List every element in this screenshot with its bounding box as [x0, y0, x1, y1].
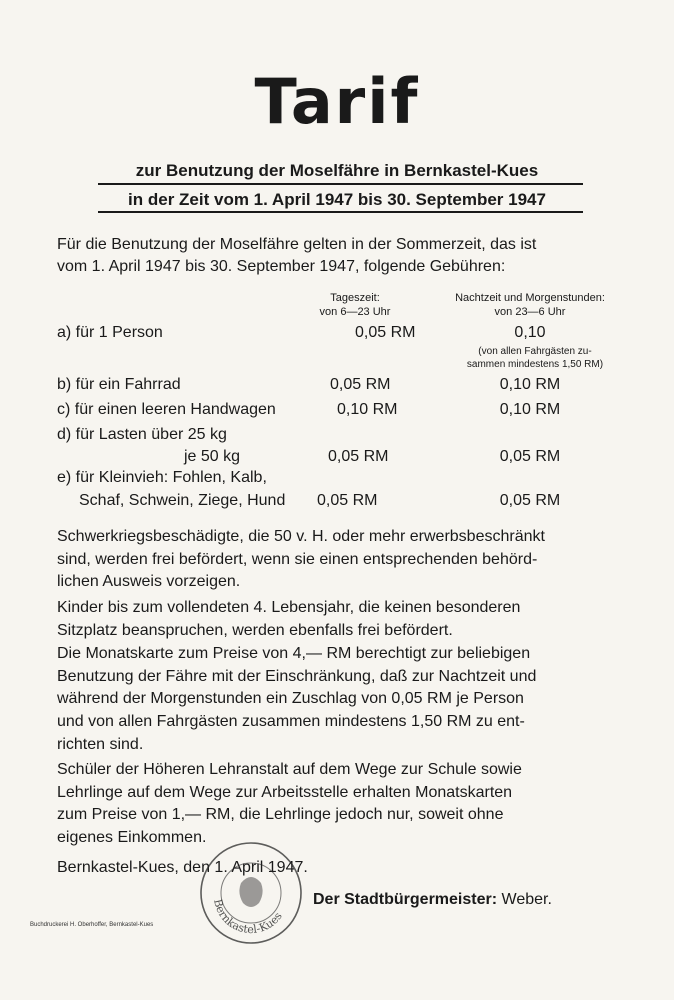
intro-paragraph: [57, 234, 536, 278]
paragraph-children: Kinder bis zum vollendeten 4. Lebensjahr, die keinen besonderen Sitzplatz beanspruchen, werden ebenfalls frei befördert.: [57, 599, 521, 639]
column-header-day: Tageszeit: von 6—23 Uhr: [319, 292, 391, 318]
fee-row-day-value: 0,05 RM: [330, 376, 391, 393]
person-night-note: (von allen Fahrgästen zu- sammen mindestens 1,50 RM): [466, 346, 604, 370]
date-line: Bernkastel-Kues, den 1. April 1947.: [57, 859, 308, 876]
subtitle-line-2: in der Zeit vom 1. April 1947 bis 30. September 1947: [128, 190, 546, 209]
fee-row-night-value: 0,10 RM: [499, 401, 561, 418]
subtitle-underline-1: [98, 183, 583, 185]
printer-imprint: Buchdruckerei H. Oberhoffer, Bernkastel-Kues: [30, 922, 154, 928]
paragraph-monthly-ticket: Die Monatskarte zum Preise von 4,— RM berechtigt zur beliebigen Benutzung der Fähre mit der Einschränkung, daß zur Nachtzeit und während der Morgenstunden ein Zuschlag von 0,05 RM je Person und von allen Fahrgästen zusammen mindestens 1,50 RM zu ent- richten sind.: [57, 645, 537, 753]
subtitle-underline-2: [98, 211, 583, 213]
paragraph-students: Schüler der Höheren Lehranstalt auf dem Wege zur Schule sowie Lehrlinge auf dem Wege zur Arbeitsstelle erhalten Monatskarten zum Preise von 1,— RM, die Lehrlinge jedoch nur, soweit ohne eigenes Einkommen.: [57, 761, 522, 847]
fee-row-label: b) für ein Fahrrad: [57, 376, 181, 393]
fee-row-day-value: 0,05 RM: [355, 324, 416, 341]
fee-row-day-value: 0,05 RM: [328, 448, 389, 465]
fee-row-label: e) für Kleinvieh: Fohlen, Kalb,: [57, 469, 267, 486]
fee-row-night-value: 0,10 RM: [499, 376, 561, 393]
fee-row-label: d) für Lasten über 25 kg: [57, 426, 227, 443]
fee-row-night-value: 0,10: [514, 324, 546, 341]
paragraph-war-disabled: Schwerkriegsbeschädigte, die 50 v. H. oder mehr erwerbsbeschränkt sind, werden frei befördert, wenn sie einen entsprechenden behörd- lichen Ausweis vorzeigen.: [57, 528, 545, 591]
fee-row-label: a) für 1 Person: [57, 324, 163, 341]
intro-line: vom 1. April 1947 bis 30. September 1947, folgende Gebühren:: [57, 258, 506, 275]
signature-block: [313, 889, 552, 911]
svg-text:Bernkastel-Kues: Bernkastel-Kues: [211, 897, 285, 937]
fee-row-label: Schaf, Schwein, Ziege, Hund: [79, 492, 286, 509]
column-header-night: Nachtzeit und Morgenstunden: von 23—6 Uhr: [455, 292, 605, 318]
signature-title: Der Stadtbürgermeister:: [313, 891, 498, 908]
page-title: Tarif: [254, 65, 420, 138]
official-stamp-icon: [196, 838, 306, 948]
fee-row-day-value: 0,05 RM: [317, 492, 378, 509]
fee-row-day-value: 0,10 RM: [337, 401, 398, 418]
fee-row-label: c) für einen leeren Handwagen: [57, 401, 276, 418]
signature-name: Weber.: [501, 891, 552, 908]
subtitle-line-1: zur Benutzung der Moselfähre in Bernkastel-Kues: [135, 161, 539, 180]
fee-row-night-value: 0,05 RM: [499, 448, 561, 465]
intro-line: Für die Benutzung der Moselfähre gelten in der Sommerzeit, das ist: [57, 236, 537, 253]
fee-row-night-value: 0,05 RM: [499, 492, 561, 509]
fee-row-label: je 50 kg: [184, 448, 241, 465]
